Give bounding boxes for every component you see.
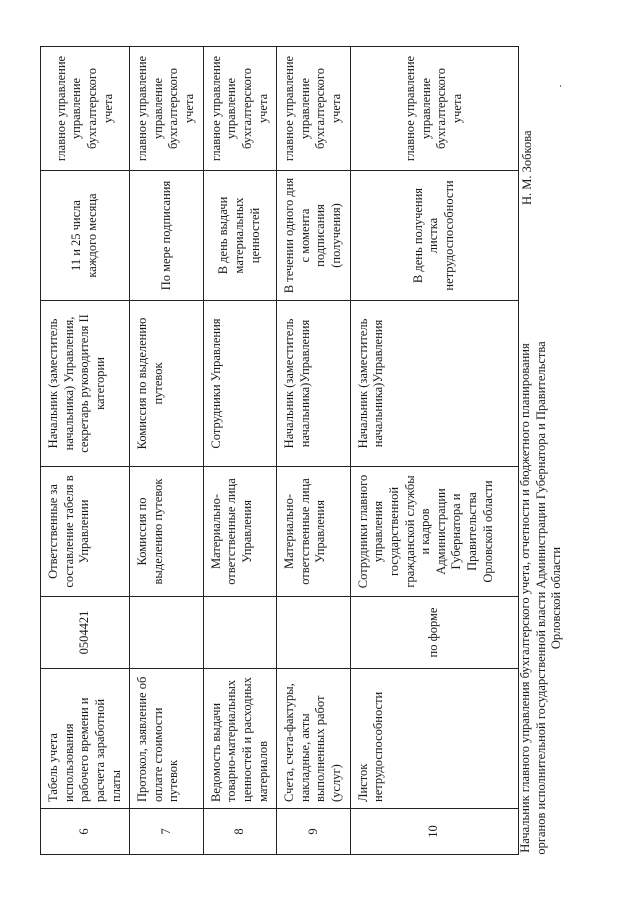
receiving-department: главное управление управление бухгалтерского учета [350,47,518,171]
submission-time: В день выдачи материальных ценностей [203,171,277,301]
responsible-person: Материально-ответственные лица Управления [277,467,351,597]
document-name: Листок нетрудоспособности [350,669,518,809]
document-form: по форме [350,597,518,669]
document-name: Счета, счета-фактуры, накладные, акты выполненных работ (услуг) [277,669,351,809]
row-number: 10 [350,809,518,855]
table-row [350,47,518,855]
document-name: Ведомость выдачи товарно-материальных ценностей и расходных материалов [203,669,277,809]
table-row [203,47,277,855]
document-flow-table [40,46,519,855]
document-form [277,597,351,669]
receiving-department: главное управление управление бухгалтерского учета [41,47,130,171]
document-name: Табель учета использования рабочего времени и расчета заработной платы [41,669,130,809]
document-form [130,597,204,669]
signatory: Сотрудники Управления [203,301,277,467]
receiving-department: главное управление управление бухгалтерского учета [130,47,204,171]
responsible-person: Ответственные за составление табеля в Управлении [41,467,130,597]
signatory: Начальник (заместитель начальника)Управления [350,301,518,467]
responsible-person: Комиссия по выделению путевок [130,467,204,597]
responsible-person: Материально-ответственные лица Управления [203,467,277,597]
responsible-person: Сотрудники главного управления государственной гражданской службы и кадров Администрации Губернатора и Правительства Орловской области [350,467,518,597]
submission-time: 11 и 25 числа каждого месяца [41,171,130,301]
submission-time: По мере подписания [130,171,204,301]
scan-mark [560,85,561,87]
row-number: 6 [41,809,130,855]
table-row [41,47,130,855]
signatory: Начальник (заместитель начальника)Управления [277,301,351,467]
signatory-name: Н. М. Зобкова [520,130,534,205]
row-number: 7 [130,809,204,855]
signatory: Начальник (заместитель начальника) Управления, секретарь руководителя II категории [41,301,130,467]
signatory-position: Начальник главного управления бухгалтерского учета, отчетности и бюджетного планирования органов исполнительной государственной власти Администрации Губернатора и Правительства Орловской области [518,341,564,855]
table-row [130,47,204,855]
receiving-department: главное управление управление бухгалтерского учета [277,47,351,171]
row-number: 8 [203,809,277,855]
table-row [277,47,351,855]
signatory: Комиссия по выделению путевок [130,301,204,467]
submission-time: В течении одного дня с момента подписания (получения) [277,171,351,301]
document-form: 0504421 [41,597,130,669]
document-form [203,597,277,669]
submission-time: В день получения листка нетрудоспособности [350,171,518,301]
row-number: 9 [277,809,351,855]
document-name: Протокол, заявление об оплате стоимости путевок [130,669,204,809]
receiving-department: главное управление управление бухгалтерского учета [203,47,277,171]
